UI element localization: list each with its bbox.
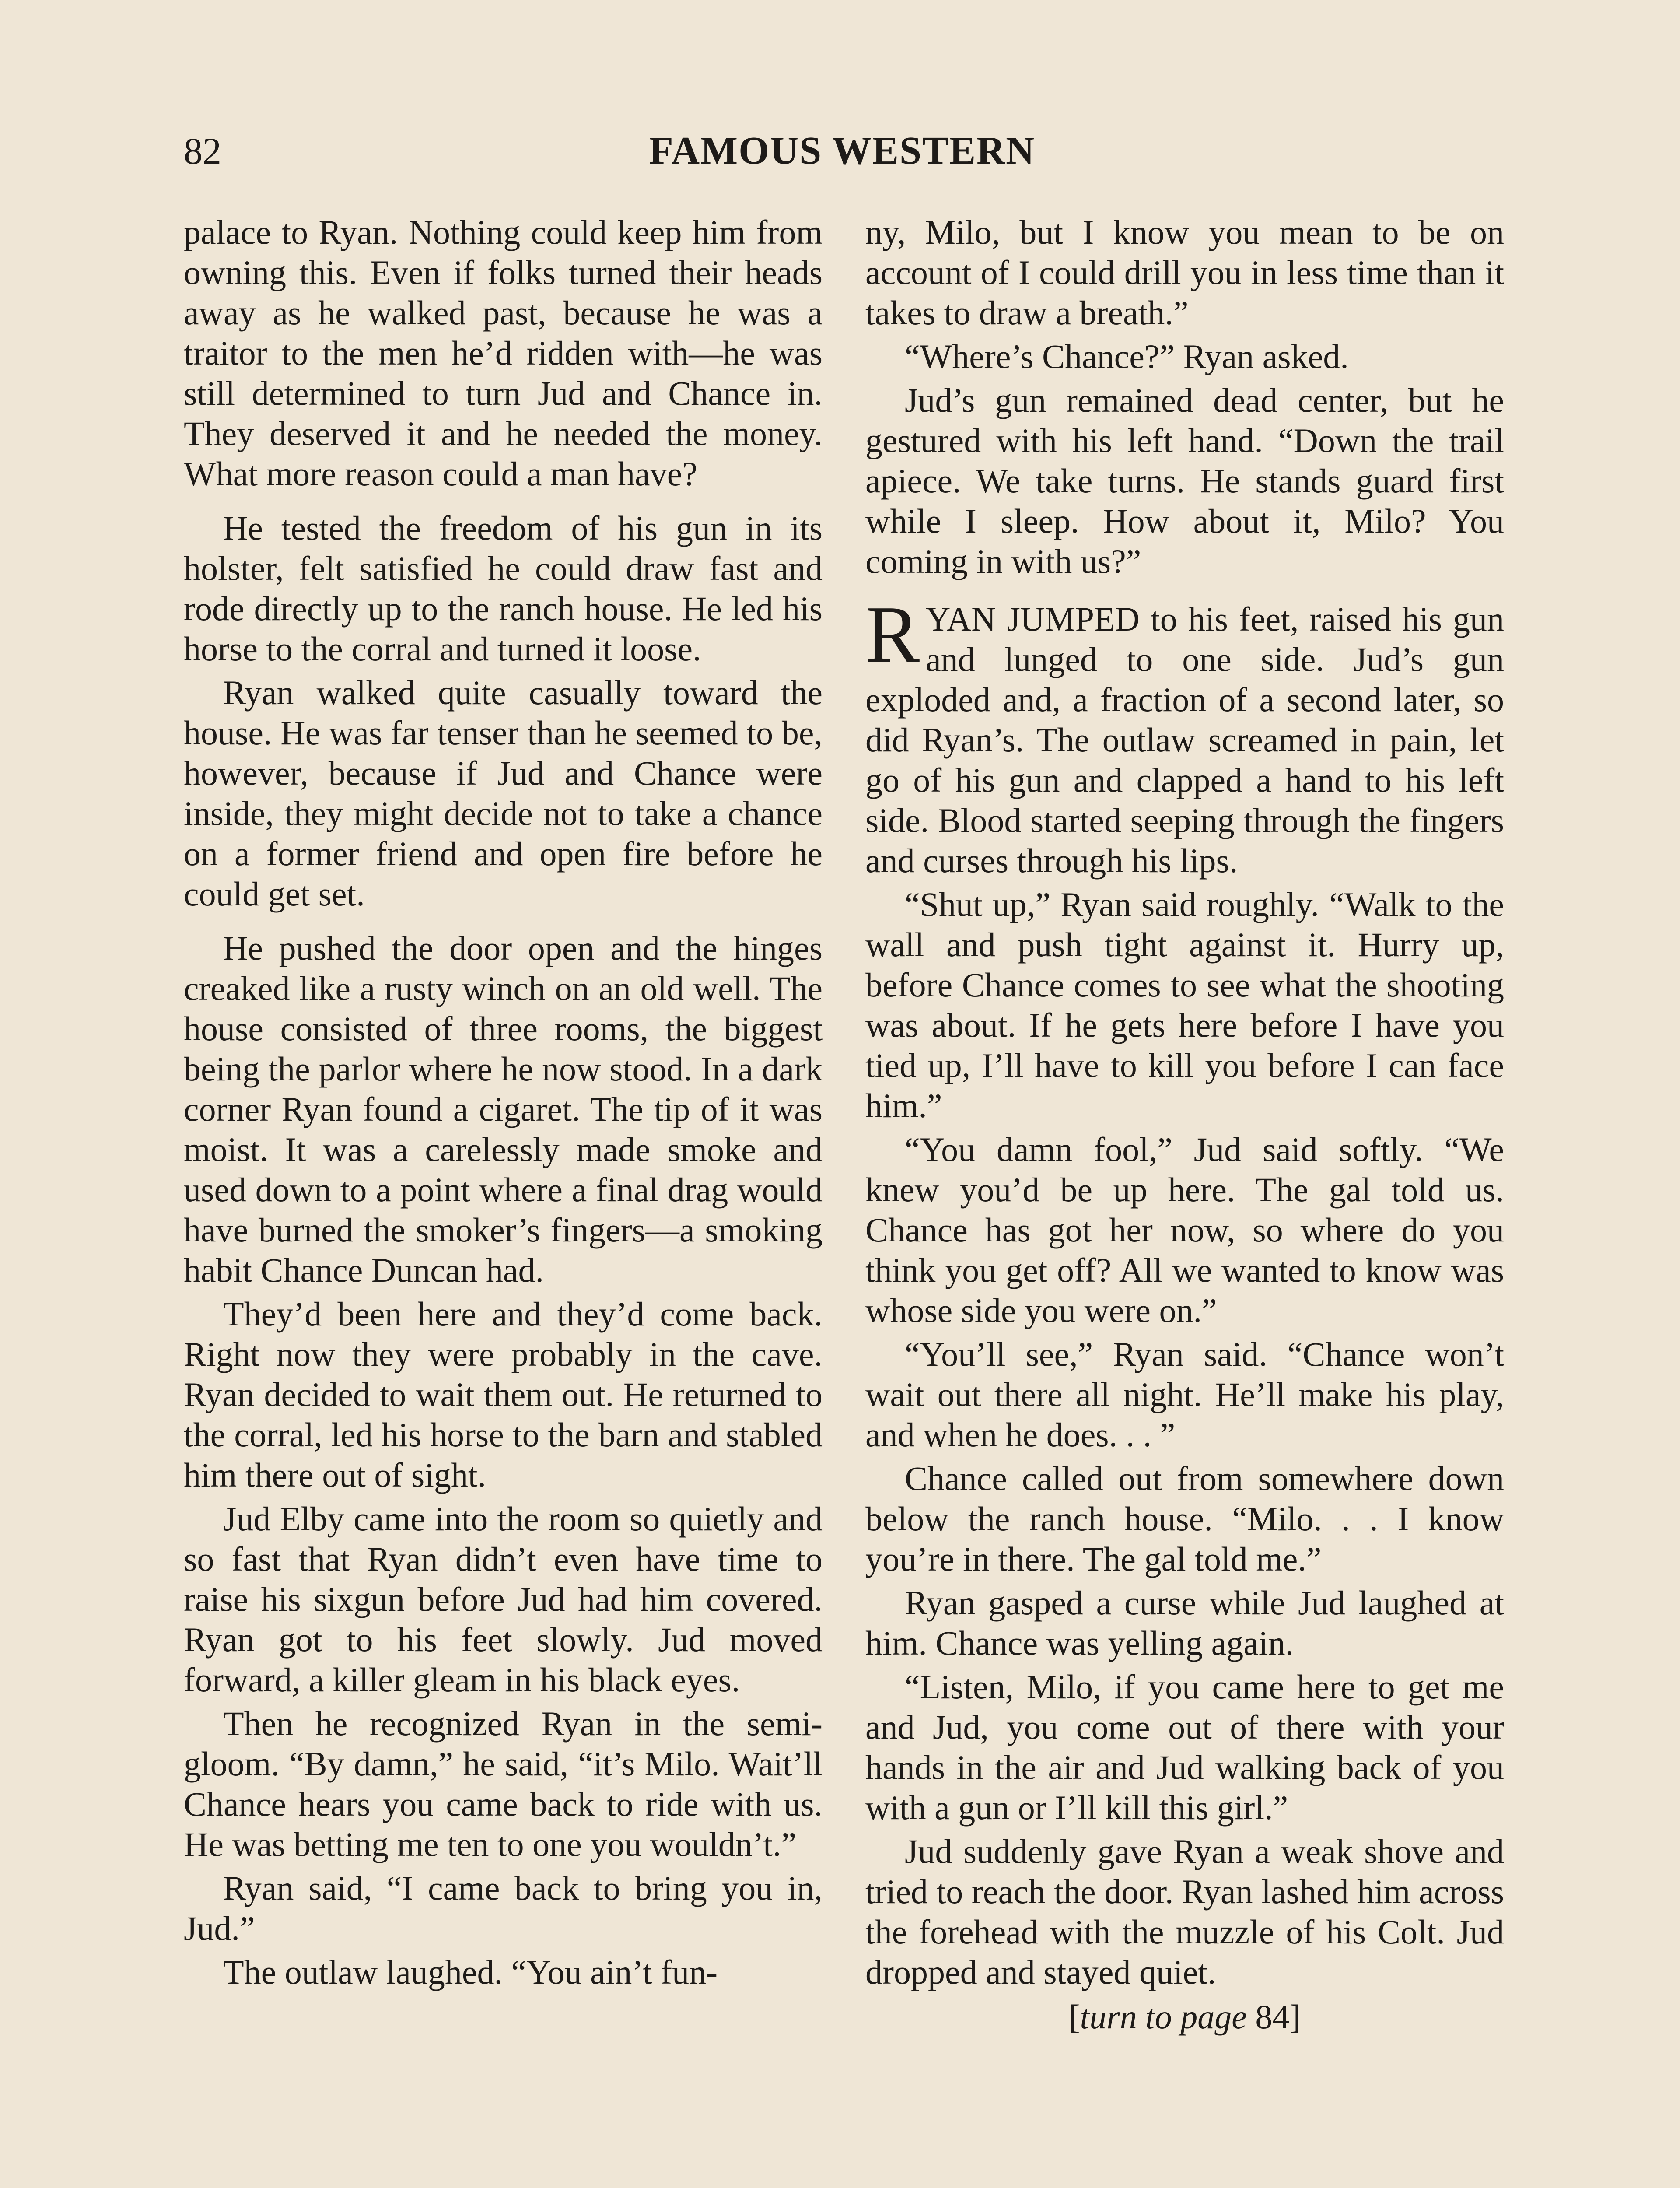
paragraph: ny, Milo, but I know you mean to be on account of I could drill you in less time than it takes to draw a breath.” — [865, 213, 1504, 332]
paragraph: The outlaw laughed. “You ain’t fun- — [223, 1953, 718, 1991]
running-title: FAMOUS WESTERN — [649, 129, 1036, 172]
paragraph: “You damn fool,” Jud said softly. “We knew you’d be up here. The gal told us. Chance has got her now, so where do you think you get off? All we wanted to know was whose side you were on.” — [865, 1130, 1504, 1329]
paragraph: He pushed the door open and the hinges creaked like a rusty winch on an old well. The house consisted of three rooms, the biggest being the parlor where he now stood. In a dark corner Ryan found a cigaret. The tip of it was moist. It was a carelessly made smoke and used down to a point where a final drag would have burned the smoker’s fingers—a smoking habit Chance Duncan had. — [184, 929, 822, 1289]
continuation-italic: turn to page — [1080, 1998, 1247, 2036]
page-number: 82 — [184, 130, 221, 172]
dropcap-letter: R — [865, 589, 920, 680]
paragraph: Jud Elby came into the room so quietly and so fast that Ryan didn’t even have time to raise his sixgun before Jud had him covered. Ryan got to his feet slowly. Jud moved forward, a killer gleam in his black eyes. — [184, 1500, 822, 1699]
paragraph: palace to Ryan. Nothing could keep him from owning this. Even if folks turned their heads away as he walked past, because he was a traitor to the men he’d ridden with—he was still determined to turn Jud and Chance in. They deserved it and he needed the money. What more reason could a man have? — [184, 213, 822, 493]
paragraph: Then he recognized Ryan in the semi-gloom. “By damn,” he said, “it’s Milo. Wait’ll Chance hears you came back to ride with us. He was betting me ten to one you wouldn’t.” — [184, 1704, 822, 1863]
paragraph: Chance called out from somewhere down below the ranch house. “Milo. . . I know you’re in there. The gal told me.” — [865, 1459, 1504, 1578]
continuation-open: [ — [1068, 1998, 1080, 2036]
paragraph: “Shut up,” Ryan said roughly. “Walk to the wall and push tight against it. Hurry up, before Chance comes to see what the shooting was about. If he gets here before I have you tied up, I’ll have to kill you before I can face him.” — [865, 885, 1504, 1125]
paragraph: Jud’s gun remained dead center, but he gestured with his left hand. “Down the trail apiece. We take turns. He stands guard first while I sleep. How about it, Milo? You coming in with us?” — [865, 381, 1504, 580]
paragraph: “You’ll see,” Ryan said. “Chance won’t wait out there all night. He’ll make his play, and when he does. . . ” — [865, 1335, 1504, 1454]
left-column — [184, 212, 822, 1996]
paragraph: Ryan said, “I came back to bring you in, Jud.” — [184, 1869, 822, 1947]
paragraph: They’d been here and they’d come back. Right now they were probably in the cave. Ryan decided to wait them out. He returned to the corral, led his horse to the barn and stabled him there out of sight. — [184, 1295, 822, 1494]
paragraph: “Listen, Milo, if you came here to get me and Jud, you come out of there with your hands in the air and Jud walking back of you with a gun or I’ll kill this girl.” — [865, 1668, 1504, 1827]
right-column — [865, 212, 1504, 2037]
paragraph: Ryan gasped a curse while Jud laughed at him. Chance was yelling again. — [865, 1584, 1504, 1662]
paragraph: He tested the freedom of his gun in its holster, felt satisfied he could draw fast and rode directly up to the ranch house. He led his horse to the corral and turned it loose. — [184, 509, 822, 668]
dropcap-text: YAN JUMPED to his feet, raised his gun and lunged to one side. Jud’s gun exploded and, a fraction of a second later, so did Ryan’s. The outlaw screamed in pain, let go of his gun and clapped a hand to his left side. Blood started seeping through the fingers and curses through his lips. — [865, 600, 1504, 880]
paragraph: “Where’s Chance?” Ryan asked. — [905, 337, 1349, 375]
page-header — [184, 127, 1501, 175]
dropcap-paragraph — [865, 589, 1504, 881]
continuation-note — [865, 1997, 1504, 2037]
paragraph: Ryan walked quite casually toward the house. He was far tenser than he seemed to be, however, because if Jud and Chance were inside, they might decide not to take a chance on a former friend and open fire before he could get set. — [184, 673, 822, 913]
continuation-page: 84] — [1246, 1998, 1301, 2036]
paragraph: Jud suddenly gave Ryan a weak shove and tried to reach the door. Ryan lashed him across the forehead with the muzzle of his Colt. Jud dropped and stayed quiet. — [865, 1832, 1504, 1991]
